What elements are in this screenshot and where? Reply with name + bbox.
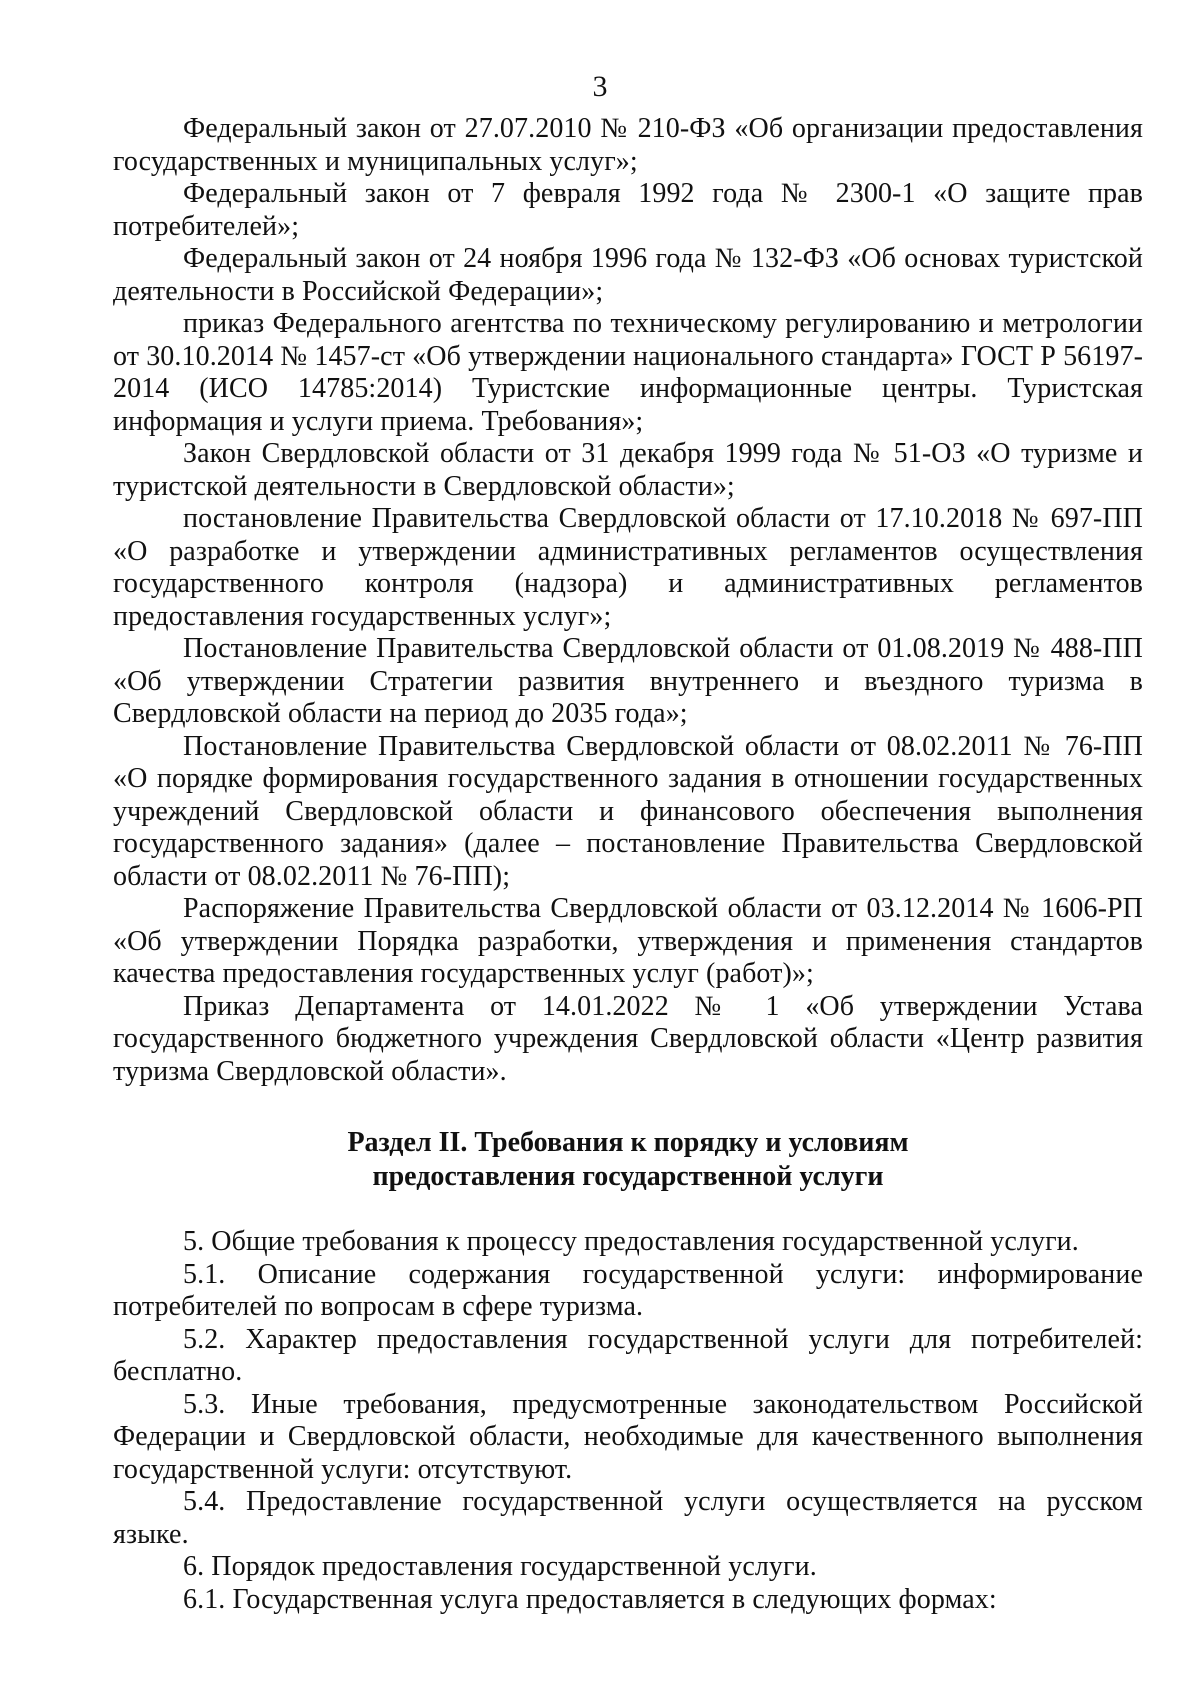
paragraph-law-2300: Федеральный закон от 7 февраля 1992 года № 2300-1 «О защите прав потребителей»;: [113, 178, 1143, 242]
section-heading-line1: Раздел II. Требования к порядку и условиям: [347, 1127, 909, 1158]
paragraph-item-5-3: 5.3. Иные требования, предусмотренные законодательством Российской Федерации и Свердловской области, необходимые для качественного выполнения государственной услуги: отсутствуют.: [113, 1388, 1143, 1485]
paragraph-order-1606: Распоряжение Правительства Свердловской области от 03.12.2014 № 1606-РП «Об утверждении Порядка разработки, утверждения и применения стандартов качества предоставления государственных услуг (работ)»;: [113, 893, 1143, 989]
document-body: [113, 113, 1143, 1616]
paragraph-resolution-697: постановление Правительства Свердловской области от 17.10.2018 № 697-ПП «О разработке и утверждении административных регламентов осуществления государственного контроля (надзора) и административных регламентов предоставления государственных услуг»;: [113, 503, 1143, 632]
page-number: 3: [592, 70, 608, 103]
paragraph-item-5: 5. Общие требования к процессу предоставления государственной услуги.: [183, 1226, 1079, 1257]
paragraph-item-6-1: 6.1. Государственная услуга предоставляется в следующих формах:: [183, 1583, 997, 1615]
section-heading-line2: предоставления государственной услуги: [372, 1161, 884, 1192]
paragraph-order-1457: приказ Федерального агентства по техническому регулированию и метрологии от 30.10.2014 № 1457-ст «Об утверждении национального стандарта» ГОСТ Р 56197-2014 (ИСО 14785:2014) Туристские информационные центры. Туристская информация и услуги приема. Требования»;: [113, 308, 1143, 437]
paragraph-item-5-1: 5.1. Описание содержания государственной услуги: информирование потребителей по вопросам в сфере туризма.: [113, 1258, 1143, 1322]
paragraph-item-5-4: 5.4. Предоставление государственной услуги осуществляется на русском языке.: [113, 1486, 1143, 1550]
paragraph-resolution-488: Постановление Правительства Свердловской области от 01.08.2019 № 488-ПП «Об утверждении Стратегии развития внутреннего и въездного туризма в Свердловской области на период до 2035 года»;: [113, 633, 1143, 729]
paragraph-law-132: Федеральный закон от 24 ноября 1996 года № 132-ФЗ «Об основах туристской деятельности в Российской Федерации»;: [113, 243, 1143, 307]
paragraph-law-210: Федеральный закон от 27.07.2010 № 210-ФЗ «Об организации предоставления государственных и муниципальных услуг»;: [113, 113, 1143, 177]
paragraph-department-order-1: Приказ Департамента от 14.01.2022 № 1 «Об утверждении Устава государственного бюджетного учреждения Свердловской области «Центр развития туризма Свердловской области».: [113, 990, 1143, 1087]
paragraph-law-51: Закон Свердловской области от 31 декабря 1999 года № 51-ОЗ «О туризме и туристской деятельности в Свердловской области»;: [113, 438, 1143, 502]
paragraph-item-6: 6. Порядок предоставления государственной услуги.: [183, 1551, 817, 1582]
section-heading: [113, 1126, 1143, 1194]
paragraph-item-5-2: 5.2. Характер предоставления государственной услуги для потребителей: бесплатно.: [113, 1323, 1143, 1387]
paragraph-resolution-76: Постановление Правительства Свердловской области от 08.02.2011 № 76-ПП «О порядке формирования государственного задания в отношении государственных учреждений Свердловской области и финансового обеспечения выполнения государственного задания» (далее – постановление Правительства Свердловской области от 08.02.2011 № 76-ПП);: [113, 730, 1143, 892]
